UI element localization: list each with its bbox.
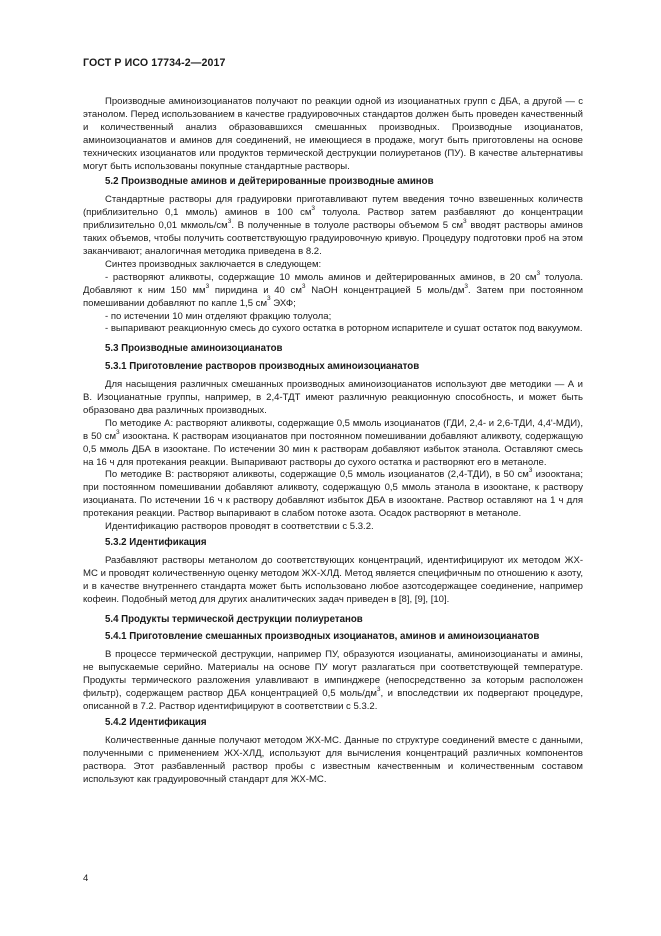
list-item: - растворяют аликвоты, содержащие 10 ммоль аминов и дейтерированных аминов, в 20 $см^3$ толуола. Добавляют к ним 150 $мм^3$ пиридина и 40 $см^3$ NaOH концентрацией 5 моль/$дм^3$. Затем при постоянном помешивании добавляют по капле 1,5 $см^3$ ЭХФ; xyxy=(83,269,584,309)
method-a-paragraph: По методике А: растворяют аликвоты, содержащие 0,5 ммоль изоцианатов (ГДИ, 2,4- и 2,6-ТДИ, 4,4'-МДИ), в 50 $см^3$ изооктана. К растворам изоцианатов при постоянном помешивании добавляют аликвоту, содержащую 0,5 ммоль ДБА в изооктане. По истечении 30 мин к растворам добавляют избыток этанола. Оставляют смесь на 16 ч для протекания реакции. Выпаривают растворы до сухого остатка и растворяют его в метаноле. xyxy=(83,417,583,468)
section-5-2-paragraph-1: Стандартные растворы для градуировки приготавливают путем введения точно взвешенных количеств (приблизительно 0,1 ммоль) аминов в 100 $см^3$ толуола. Раствор затем разбавляют до концентрации приблизительно 0,01 мкмоль/$см^3$. В полученные в толуоле растворы объемом 5 $см^3$ вводят растворы аминов таких объемов, чтобы получить соответствующую градуировочную кривую. Процедуру подготовки проб на этом заканчивают; аналогичная методика приведена в 8.2. xyxy=(83,194,584,257)
section-5-4-1-paragraph: В процессе термической деструкции, например ПУ, образуются изоцианаты, аминоизоцианаты и амины, не выпускаемые серийно. Материалы на основе ПУ могут разлагаться при соответствующей температуре. Продукты термического разложения улавливают в импинджере (непосредственно за которым расположен фильтр), содержащем раствор ДБА концентрацией 0,5 моль/$дм^3$, и впоследствии их подвергают процедуре, описанной в 7.2. Раствор идентифицируют в соответствии с 5.3.2. xyxy=(83,649,583,712)
section-5-2-heading: 5.2 Производные аминов и дейтерированные производные аминов xyxy=(105,176,434,188)
document-body xyxy=(83,96,583,786)
identification-reference-paragraph: Идентификацию растворов проводят в соответствии с 5.3.2. xyxy=(105,521,374,533)
section-5-4-heading: 5.4 Продукты термической деструкции полиуретанов xyxy=(105,613,363,625)
list-item: - выпаривают реакционную смесь до сухого остатка в роторном испарителе и сушат остаток под вакуумом. xyxy=(105,323,583,335)
page-number: 4 xyxy=(83,873,89,884)
section-5-4-1-heading: 5.4.1 Приготовление смешанных производных изоцианатов, аминов и аминоизоцианатов xyxy=(105,631,540,643)
list-item: - по истечении 10 мин отделяют фракцию толуола; xyxy=(105,310,332,322)
section-5-3-1-paragraph-1: Для насыщения различных смешанных производных аминоизоцианатов используют две методики — А и В. Изоцианатные группы, например, в 2,4-ТДТ имеют различную реакционную способность, и может быть образовано два различных производных. xyxy=(83,379,583,416)
intro-paragraph: Производные аминоизоцианатов получают по реакции одной из изоцианатных групп с ДБА, а другой — с этанолом. Перед использованием в качестве градуировочных стандартов должен быть проведен качественный и количественный анализ образовавшихся смешанных производных. Производные изоцианатов, аминоизоцианатов и аминов для соединений, не имеющиеся в продаже, могут быть приготовлены на основе технических изоцианатов или продуктов термической деструкции полиуретанов (ПУ). В качестве альтернативы могут быть использованы покупные стандартные растворы. xyxy=(83,96,583,172)
section-5-4-2-paragraph: Количественные данные получают методом ЖХ-МС. Данные по структуре соединений вместе с данными, полученными с применением ЖХ-ХЛД, используют для вычисления концентраций различных компонентов раствора. Этот разбавленный раствор пробы с известным качественным и количественным составом используют как градуировочный стандарт для ЖХ-МС. xyxy=(83,734,583,785)
section-5-3-2-heading: 5.3.2 Идентификация xyxy=(105,537,207,548)
standard-header: ГОСТ Р ИСО 17734-2—2017 xyxy=(83,57,226,69)
method-b-paragraph: По методике В: растворяют аликвоты, содержащие 0,5 ммоль изоцианатов (2,4-ТДИ), в 50 $см^3$ изооктана; при постоянном помешивании добавляют аликвоту, содержащую 0,5 ммоль этанола в изооктане, к раствору изоцианата. По истечении 16 ч к раствору добавляют избыток ДБА в изооктане. Раствор оставляют на 1 ч для протекания реакции. Раствор выпаривают в слабом потоке азота. Осадок растворяют в метаноле. xyxy=(83,467,583,520)
section-5-3-2-paragraph: Разбавляют растворы метанолом до соответствующих концентраций, идентифицируют их методом ЖХ-МС и проводят количественную оценку методом ЖХ-ХЛД. Метод является специфичным по отношению к азоту, и в качестве внутреннего стандарта может быть использовано любое азотсодержащее соединение, например кофеин. Подобный метод для других аналитических задач приведен в [8], [9], [10]. xyxy=(83,554,583,605)
section-5-3-heading: 5.3 Производные аминоизоцианатов xyxy=(105,343,283,355)
section-5-4-2-heading: 5.4.2 Идентификация xyxy=(105,716,207,728)
section-5-2-paragraph-2: Синтез производных заключается в следующем: xyxy=(105,258,322,270)
section-5-3-1-heading: 5.3.1 Приготовление растворов производных аминоизоцианатов xyxy=(105,361,420,373)
